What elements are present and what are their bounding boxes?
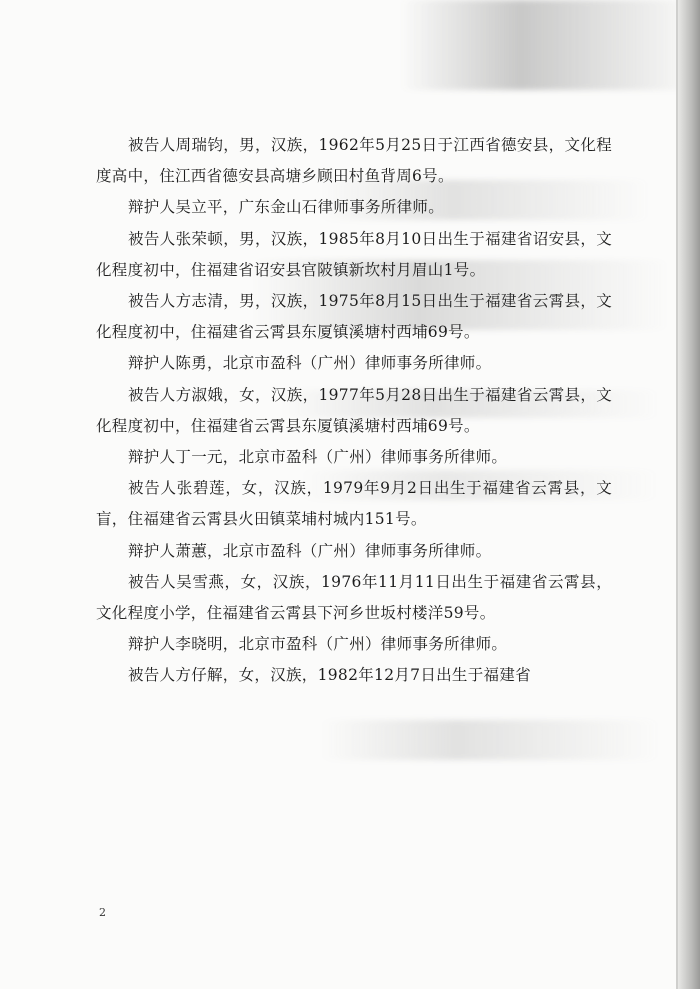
paragraph: 辩护人陈勇，北京市盈科（广州）律师事务所律师。 xyxy=(128,354,492,373)
paragraph: 辩护人萧蕙，北京市盈科（广州）律师事务所律师。 xyxy=(128,541,492,560)
scan-smear xyxy=(400,0,700,90)
scan-smear xyxy=(320,720,660,760)
paragraph: 被告人张荣顿，男，汉族，1985年8月10日出生于福建省诏安县，文化程度初中，住福建省诏安县官陂镇新坎村月眉山1号。 xyxy=(96,229,612,279)
paragraph: 被告人方志清，男，汉族，1975年8月15日出生于福建省云霄县，文化程度初中，住福建省云霄县东厦镇溪塘村西埔69号。 xyxy=(96,292,612,342)
paragraph: 被告人方淑娥，女，汉族，1977年5月28日出生于福建省云霄县，文化程度初中，住福建省云霄县东厦镇溪塘村西埔69号。 xyxy=(96,385,612,435)
paragraph: 被告人张碧莲，女，汉族，1979年9月2日出生于福建省云霄县，文盲，住福建省云霄县火田镇菜埔村城内151号。 xyxy=(96,479,612,529)
paragraph: 被告人周瑞钧，男，汉族，1962年5月25日于江西省德安县，文化程度高中，住江西省德安县高塘乡顾田村鱼背周6号。 xyxy=(96,136,612,186)
page-number: 2 xyxy=(99,906,106,919)
paragraph: 辩护人李晓明，北京市盈科（广州）律师事务所律师。 xyxy=(128,635,508,654)
paragraph: 被告人方仔解，女，汉族，1982年12月7日出生于福建省 xyxy=(128,666,531,685)
document-body xyxy=(96,130,612,692)
paragraph: 辩护人丁一元，北京市盈科（广州）律师事务所律师。 xyxy=(128,448,508,467)
paragraph: 被告人吴雪燕，女，汉族，1976年11月11日出生于福建省云霄县，文化程度小学，住福建省云霄县下河乡世坂村楼洋59号。 xyxy=(96,572,612,623)
scanner-margin xyxy=(678,0,700,989)
paragraph: 辩护人吴立平，广东金山石律师事务所律师。 xyxy=(128,198,445,217)
